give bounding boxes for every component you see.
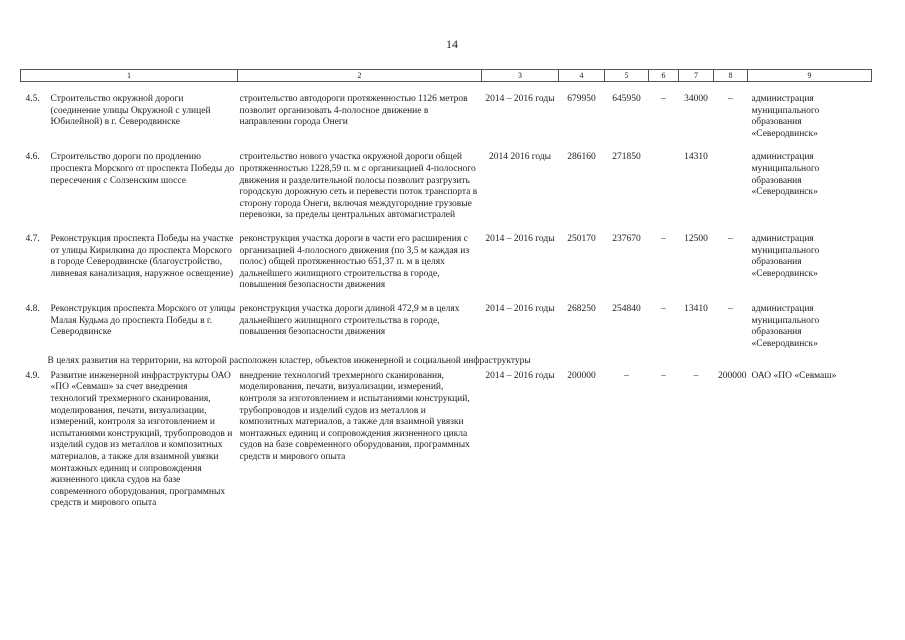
row-number: 4.6. bbox=[25, 152, 40, 163]
value-total: 286160 bbox=[567, 152, 596, 163]
measure-responsible: ОАО «ПО «Севмаш» bbox=[751, 370, 837, 381]
value-total: 250170 bbox=[567, 233, 596, 244]
value-regional: – bbox=[661, 303, 666, 314]
col-header-9: 9 bbox=[748, 70, 872, 82]
column-number-header bbox=[21, 70, 872, 82]
table-row-4-7 bbox=[21, 222, 872, 292]
value-total: 200000 bbox=[567, 370, 596, 381]
value-other: – bbox=[728, 303, 733, 314]
value-total: 679950 bbox=[567, 94, 596, 104]
measure-name: Реконструкция проспекта Победы на участке от улицы Кирилкина до проспекта Морского в городе Северодвинске (благоустройство, ливневая канализация, наружное освещение) bbox=[50, 233, 234, 279]
measure-name: Строительство дороги по продлению проспекта Морского от проспекта Победы до пересечения с Солзенским шоссе bbox=[50, 152, 235, 186]
page-number: 14 bbox=[446, 37, 458, 51]
value-regional: – bbox=[661, 233, 666, 244]
measure-responsible: администрация муниципального образования «Северодвинск» bbox=[751, 152, 820, 198]
measure-effect: внедрение технологий трехмерного сканирования, моделирования, печати, визуализации, измерений, контроля за изготовлением и испытаниями конструкций, трубопроводов и изделий судов из металлов и композитных материалов, а также для взаимной увязки монтажных единиц и сопровождения жизненного цикла судов на базе современного оборудования, программных средств и мирового опыта bbox=[239, 370, 470, 463]
row-number: 4.5. bbox=[25, 94, 40, 104]
measure-responsible: администрация муниципального образования «Северодвинск» bbox=[751, 233, 820, 279]
measure-name: Развитие инженерной инфраструктуры ОАО «ПО «Севмаш» за счет внедрения технологий трехмерного сканирования, моделирования, печати, визуализации, измерений, контроля за изготовлением и испытаниями конструкций, трубопроводов и изделий судов из металлов и композитных материалов, а также для взаимной увязки монтажных единиц и сопровождения жизненного цикла судов на базе современного оборудования, программных средств и мирового опыта bbox=[50, 370, 233, 509]
measure-name: Реконструкция проспекта Морского от улицы Малая Кудьма до проспекта Победы в г. Северодвинске bbox=[50, 303, 236, 338]
value-federal: 645950 bbox=[612, 94, 641, 104]
col-header-8: 8 bbox=[714, 70, 748, 82]
row-number: 4.7. bbox=[25, 233, 40, 244]
row-number: 4.9. bbox=[25, 370, 40, 381]
col-header-6: 6 bbox=[649, 70, 679, 82]
measure-years: 2014 – 2016 годы bbox=[485, 370, 555, 381]
table-row-4-5 bbox=[21, 82, 872, 141]
measure-responsible: администрация муниципального образования «Северодвинск» bbox=[751, 94, 820, 139]
section-note: В целях развития на территории, на которой расположен кластер, объектов инженерной и социальной инфраструктуры bbox=[47, 356, 531, 367]
measure-years: 2014 2016 годы bbox=[488, 152, 552, 163]
table-row-4-9 bbox=[21, 369, 872, 510]
col-header-2: 2 bbox=[238, 70, 482, 82]
value-regional: – bbox=[661, 370, 666, 381]
value-local: 13410 bbox=[684, 303, 708, 314]
col-header-3: 3 bbox=[482, 70, 559, 82]
value-regional: – bbox=[661, 94, 666, 104]
measure-effect: реконструкция участка дороги в части его расширения с организацией 4-полосного движения (по 3,5 м каждая из полос) общей протяженностью 651,37 п. м в целях дальнейшего жилищного строительства в городе, повышения безопасности движения bbox=[239, 233, 470, 291]
measure-years: 2014 – 2016 годы bbox=[485, 303, 555, 314]
table-row-4-6 bbox=[21, 140, 872, 222]
measure-name: Строительство окружной дороги (соединение улицы Окружной с улицей Юбилейной) в г. Северодвинске bbox=[50, 94, 211, 128]
value-federal: 254840 bbox=[612, 303, 641, 314]
measure-years: 2014 – 2016 годы bbox=[485, 94, 555, 104]
value-local: – bbox=[693, 370, 699, 381]
measure-years: 2014 – 2016 годы bbox=[485, 233, 555, 244]
value-federal: – bbox=[624, 370, 629, 381]
value-other bbox=[714, 140, 748, 222]
row-number: 4.8. bbox=[25, 303, 40, 314]
measure-effect: реконструкция участка дороги длиной 472,9 м в целях дальнейшего жилищного строительства в городе, повышения безопасности движения bbox=[239, 303, 460, 338]
program-table bbox=[20, 69, 872, 510]
col-header-5: 5 bbox=[605, 70, 649, 82]
section-note-row bbox=[21, 350, 872, 369]
value-other: – bbox=[728, 233, 733, 244]
table-row-4-8 bbox=[21, 292, 872, 350]
measure-effect: строительство нового участка окружной дороги общей протяженностью 1228,59 п. м с организацией 4-полосного движения и разделительной полосы позволит разгрузить городскую дорожную сеть и перевести поток транспорта в сторону города Онеги, включая междугородние грузовые перевозки, за пределы центральных автомагистралей bbox=[239, 152, 478, 221]
measure-responsible: администрация муниципального образования «Северодвинск» bbox=[751, 303, 820, 349]
value-federal: 271850 bbox=[612, 152, 641, 163]
value-other: – bbox=[728, 94, 733, 104]
col-header-4: 4 bbox=[559, 70, 605, 82]
value-local: 34000 bbox=[684, 94, 708, 104]
col-header-1: 1 bbox=[21, 70, 238, 82]
measure-effect: строительство автодороги протяженностью 1126 метров позволит организовать 4-полосное движение в направлении города Онеги bbox=[239, 94, 468, 128]
value-local: 12500 bbox=[684, 233, 708, 244]
value-local: 14310 bbox=[684, 152, 708, 163]
value-federal: 237670 bbox=[612, 233, 641, 244]
value-regional bbox=[649, 140, 679, 222]
value-total: 268250 bbox=[567, 303, 596, 314]
col-header-7: 7 bbox=[679, 70, 714, 82]
value-other: 200000 bbox=[718, 370, 747, 381]
